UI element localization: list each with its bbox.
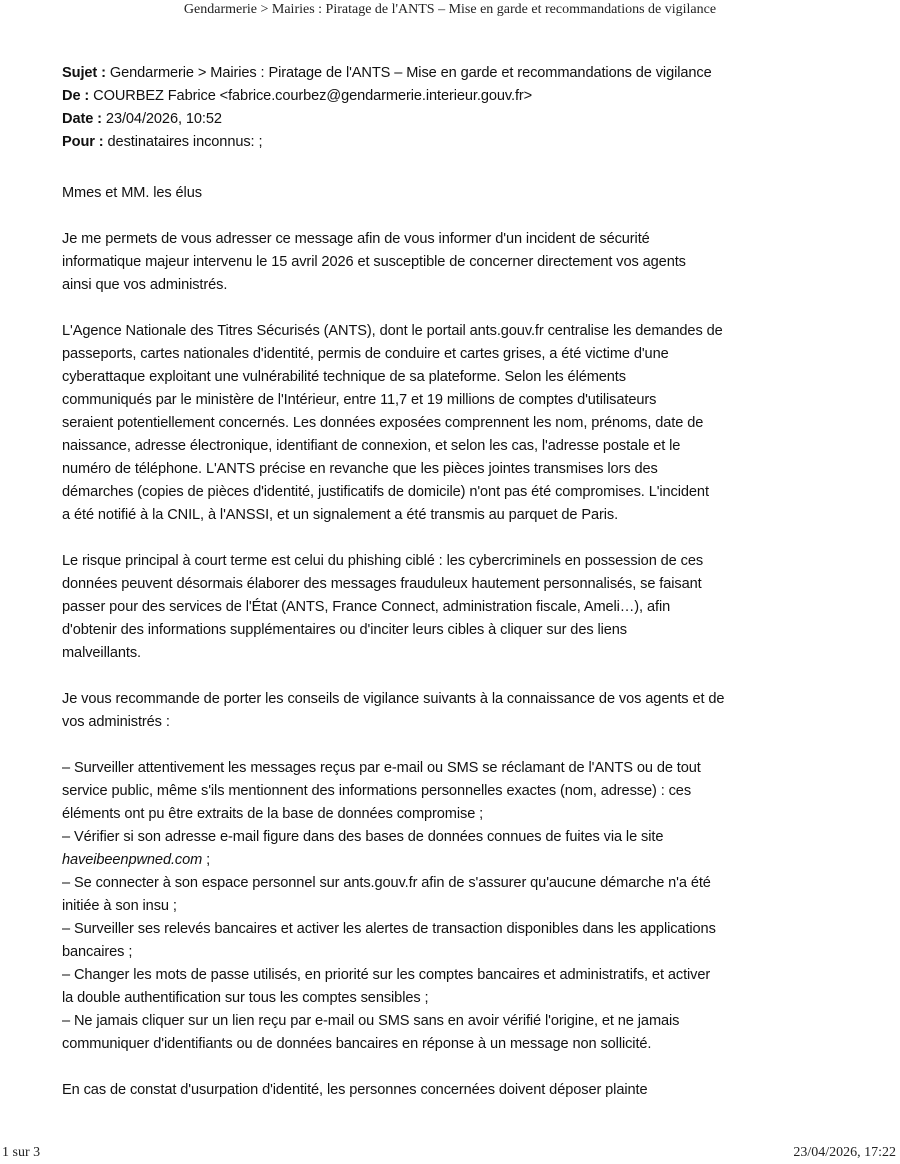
date-label: Date : bbox=[62, 111, 102, 127]
list-line: – Vérifier si son adresse e-mail figure dans des bases de données connues de fuites via le site bbox=[62, 829, 664, 845]
paragraph-line: cyberattaque exploitant une vulnérabilité technique de sa plateforme. Selon les éléments bbox=[62, 369, 626, 385]
greeting: Mmes et MM. les élus bbox=[62, 185, 202, 201]
paragraph-line: passeports, cartes nationales d'identité, permis de conduire et cartes grises, a été victime d'une bbox=[62, 346, 669, 362]
to-label: Pour : bbox=[62, 134, 104, 150]
running-header: Gendarmerie > Mairies : Piratage de l'ANTS – Mise en garde et recommandations de vigilance bbox=[183, 2, 717, 17]
paragraph-line: seraient potentiellement concernés. Les données exposées comprennent les nom, prénoms, date de bbox=[62, 415, 704, 431]
paragraph-line: Je me permets de vous adresser ce message afin de vous informer d'un incident de sécurité bbox=[62, 231, 650, 247]
paragraph-line: données peuvent désormais élaborer des messages frauduleux hautement personnalisés, se faisant bbox=[62, 576, 702, 592]
paragraph-line: communiqués par le ministère de l'Intérieur, entre 11,7 et 19 millions de comptes d'utilisateurs bbox=[62, 392, 657, 408]
list-line: éléments ont pu être extraits de la base de données compromise ; bbox=[62, 806, 484, 822]
list-line: – Changer les mots de passe utilisés, en priorité sur les comptes bancaires et administratifs, et activer bbox=[62, 967, 711, 983]
date: 23/04/2026, 10:52 bbox=[105, 111, 222, 127]
list-line: – Ne jamais cliquer sur un lien reçu par e-mail ou SMS sans en avoir vérifié l'origine, et ne jamais bbox=[62, 1013, 680, 1029]
list-line-rest: ; bbox=[202, 852, 211, 868]
paragraph-line: Je vous recommande de porter les conseils de vigilance suivants à la connaissance de vos agents et de bbox=[62, 691, 725, 707]
paragraph-line: malveillants. bbox=[62, 645, 141, 661]
paragraph-line: a été notifié à la CNIL, à l'ANSSI, et un signalement a été transmis au parquet de Paris. bbox=[62, 507, 619, 523]
print-timestamp: 23/04/2026, 17:22 bbox=[793, 1145, 896, 1160]
list-line: initiée à son insu ; bbox=[62, 898, 177, 914]
paragraph-line: passer pour des services de l'État (ANTS, France Connect, administration fiscale, Ameli…), afin bbox=[62, 599, 671, 615]
body-paragraph bbox=[62, 228, 724, 297]
paragraph-line: L'Agence Nationale des Titres Sécurisés (ANTS), dont le portail ants.gouv.fr centralise les demandes de bbox=[62, 323, 723, 339]
site-reference: haveibeenpwned.com bbox=[62, 852, 203, 868]
from-label: De : bbox=[62, 88, 90, 104]
list-line bbox=[62, 849, 724, 872]
from: COURBEZ Fabrice <fabrice.courbez@gendarmerie.interieur.gouv.fr> bbox=[93, 88, 533, 104]
paragraph-line: d'obtenir des informations supplémentaires ou d'inciter leurs cibles à cliquer sur des liens bbox=[62, 622, 628, 638]
paragraph-line: naissance, adresse électronique, identifiant de connexion, et selon les cas, l'adresse postale et le bbox=[62, 438, 681, 454]
body-paragraph bbox=[62, 550, 724, 665]
recommendation-list bbox=[62, 757, 724, 1056]
subject-label: Sujet : bbox=[62, 65, 106, 81]
email-headers bbox=[62, 62, 724, 154]
body-paragraph bbox=[62, 320, 724, 527]
subject: Gendarmerie > Mairies : Piratage de l'ANTS – Mise en garde et recommandations de vigilance bbox=[109, 65, 712, 81]
list-line: – Surveiller attentivement les messages reçus par e-mail ou SMS se réclamant de l'ANTS ou de tout bbox=[62, 760, 701, 776]
paragraph-line: informatique majeur intervenu le 15 avril 2026 et susceptible de concerner directement vos agents bbox=[62, 254, 686, 270]
list-line: – Surveiller ses relevés bancaires et activer les alertes de transaction disponibles dans les applications bbox=[62, 921, 716, 937]
list-line: la double authentification sur tous les comptes sensibles ; bbox=[62, 990, 429, 1006]
list-line: bancaires ; bbox=[62, 944, 133, 960]
paragraph-line: ainsi que vos administrés. bbox=[62, 277, 228, 293]
list-line: service public, même s'ils mentionnent des informations personnelles exactes (nom, adresse) : ces bbox=[62, 783, 692, 799]
paragraph-line: vos administrés : bbox=[62, 714, 170, 730]
paragraph-line: démarches (copies de pièces d'identité, justificatifs de domicile) n'ont pas été compromises. L'incident bbox=[62, 484, 709, 500]
email-content bbox=[62, 62, 724, 1102]
paragraph-line: numéro de téléphone. L'ANTS précise en revanche que les pièces jointes transmises lors des bbox=[62, 461, 658, 477]
to: destinataires inconnus: ; bbox=[107, 134, 263, 150]
closing-paragraph: En cas de constat d'usurpation d'identité, les personnes concernées doivent déposer plainte bbox=[62, 1082, 648, 1098]
body-paragraph bbox=[62, 688, 724, 734]
list-line: communiquer d'identifiants ou de données bancaires en réponse à un message non sollicité. bbox=[62, 1036, 652, 1052]
list-line: – Se connecter à son espace personnel sur ants.gouv.fr afin de s'assurer qu'aucune démarche n'a été bbox=[62, 875, 711, 891]
paragraph-line: Le risque principal à court terme est celui du phishing ciblé : les cybercriminels en possession de ces bbox=[62, 553, 704, 569]
page-number: 1 sur 3 bbox=[2, 1145, 41, 1160]
